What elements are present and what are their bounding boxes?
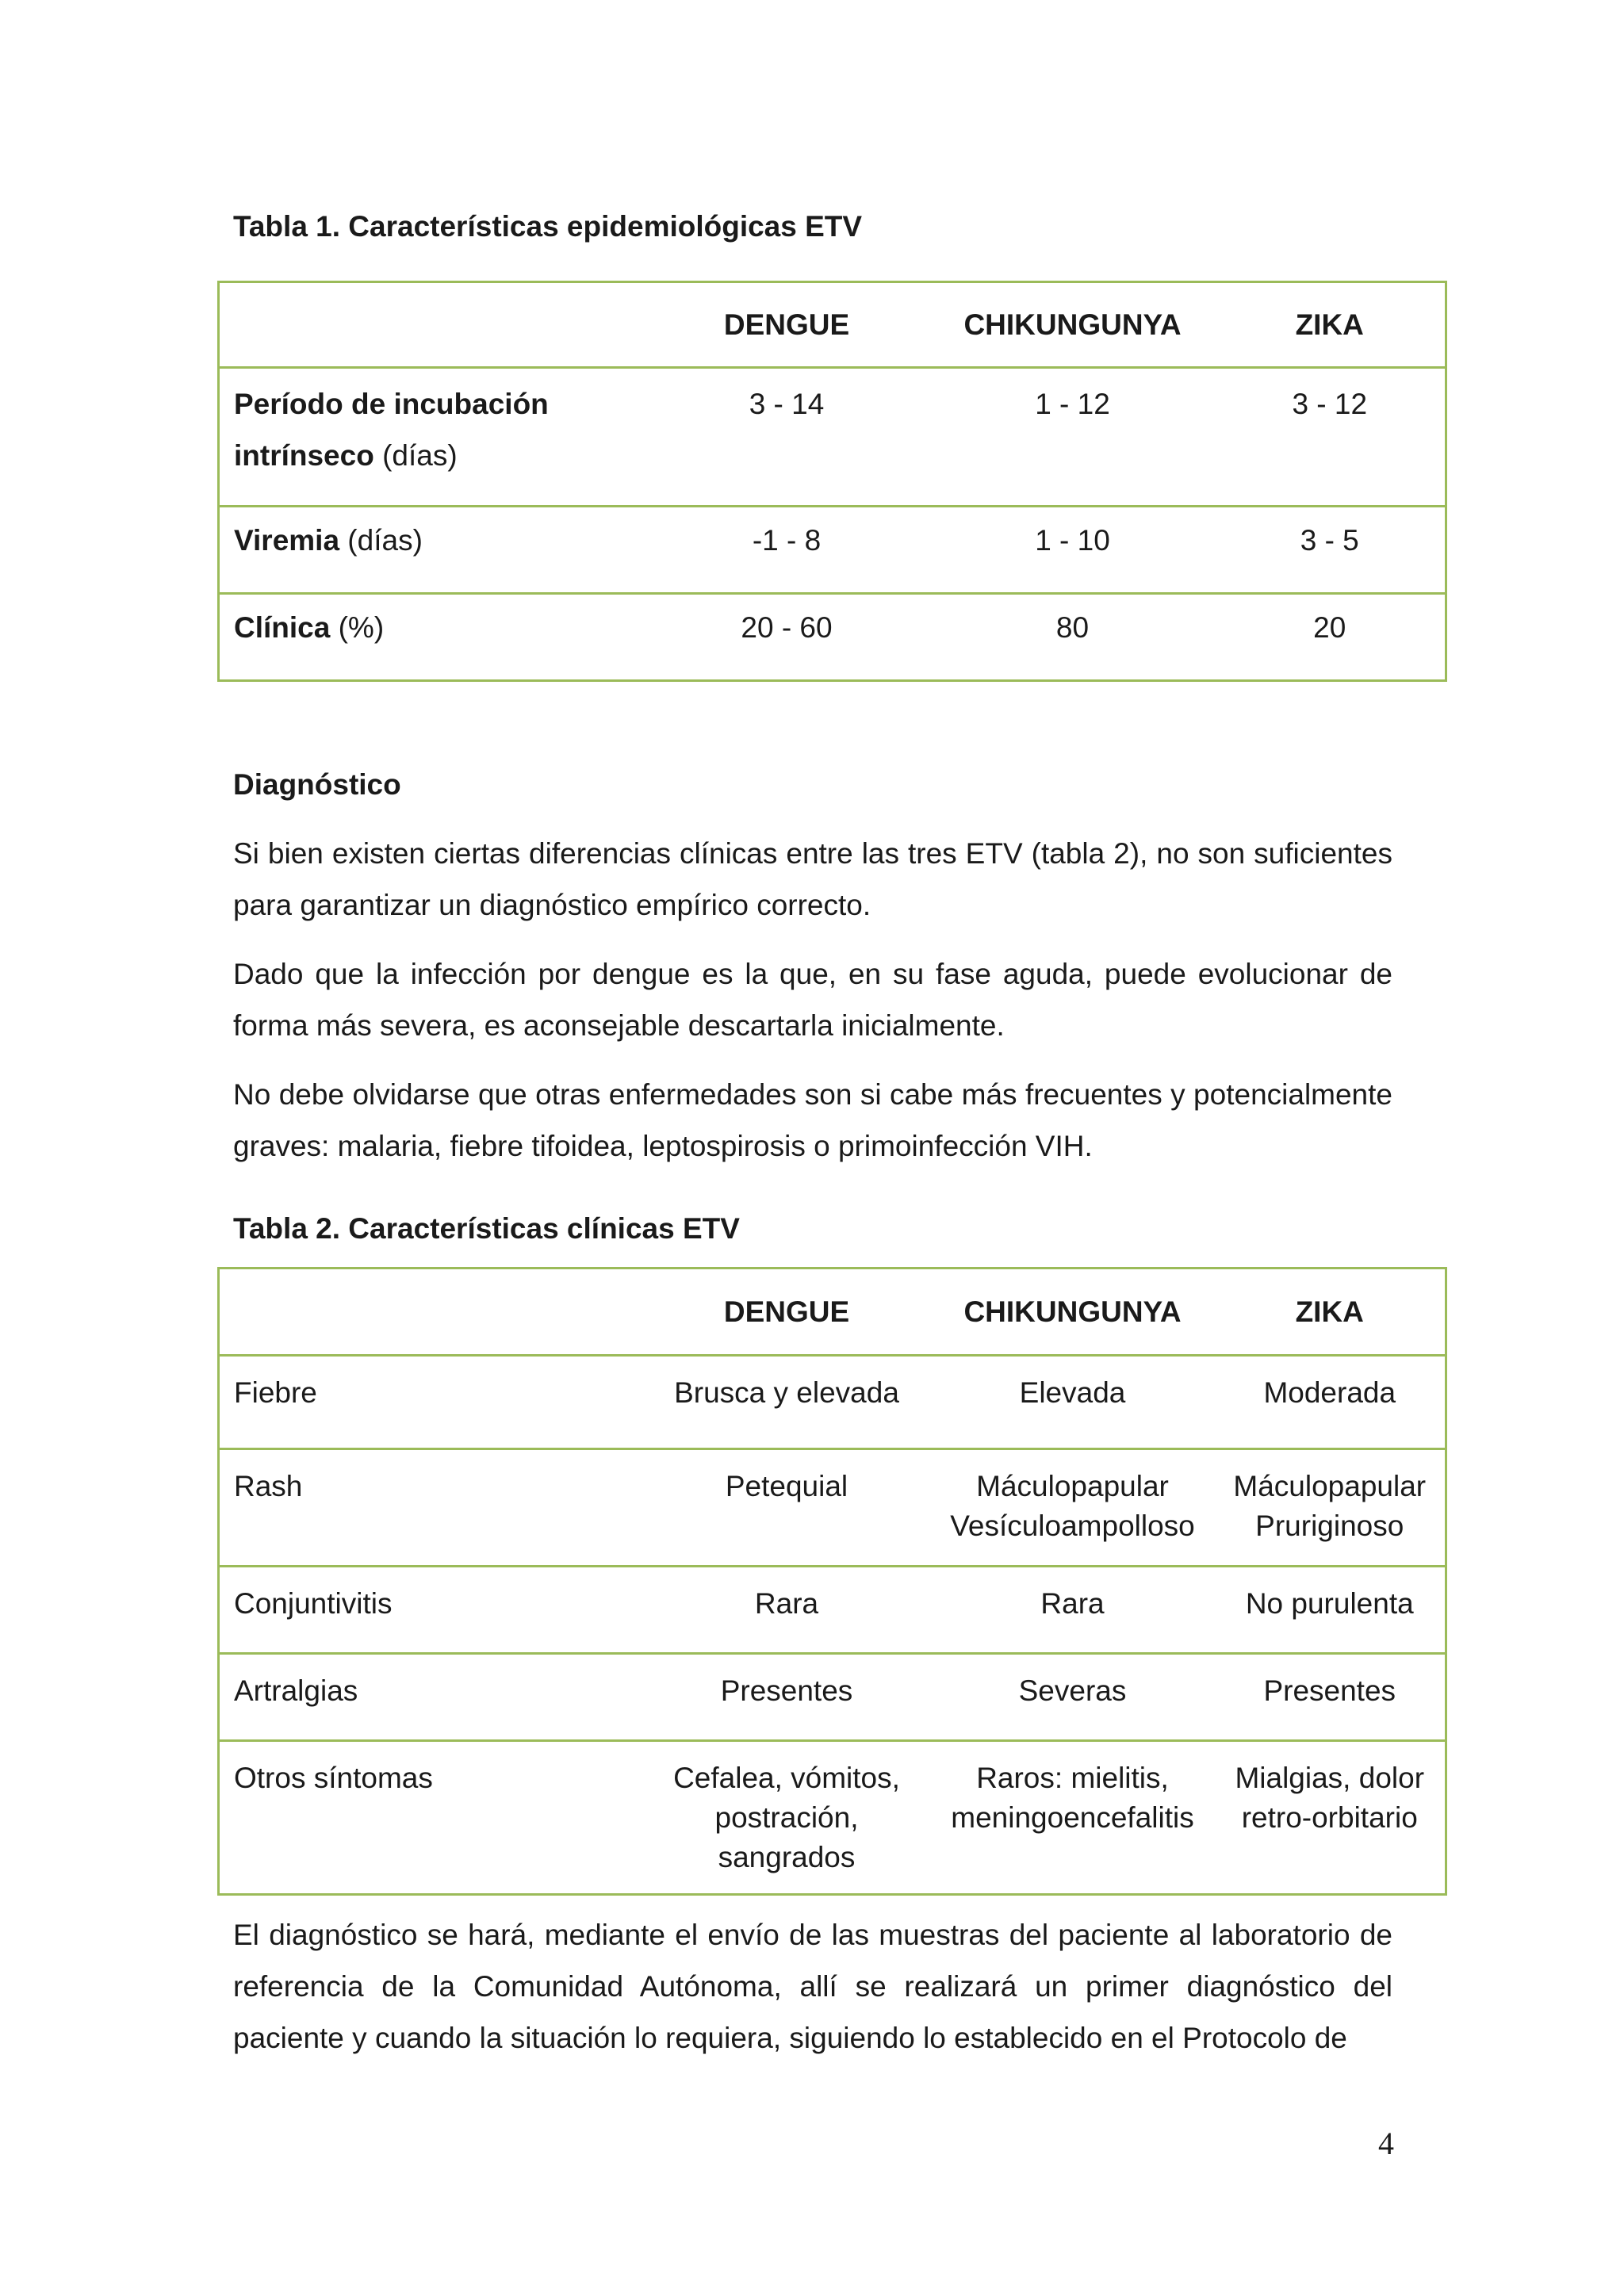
table-cell xyxy=(643,1567,931,1654)
row-label-bold: Viremia xyxy=(234,524,340,557)
table2-caption: Tabla 2. Características clínicas ETV xyxy=(233,1212,740,1245)
table-cell xyxy=(1215,1449,1446,1567)
row-label xyxy=(219,594,643,681)
cell-line: Rara xyxy=(1040,1587,1105,1620)
table-cell xyxy=(1215,1741,1446,1895)
table-row xyxy=(219,1449,1446,1567)
table-row xyxy=(219,368,1446,507)
table-cell xyxy=(643,1741,931,1895)
table-cell: 1 - 10 xyxy=(931,507,1215,594)
column-header-dengue: DENGUE xyxy=(643,1269,931,1356)
row-label-bold: Período de incubación intrínseco xyxy=(234,388,549,472)
cell-line: No purulenta xyxy=(1245,1587,1414,1620)
table-cell: 3 - 12 xyxy=(1215,368,1446,507)
table-cell: 80 xyxy=(931,594,1215,681)
cell-line: sangrados xyxy=(718,1841,856,1873)
cell-line: Severas xyxy=(1018,1674,1127,1707)
column-header-chikungunya: CHIKUNGUNYA xyxy=(931,282,1215,368)
cell-line: Presentes xyxy=(1263,1674,1396,1707)
cell-line: postración, xyxy=(714,1801,859,1834)
table1-caption: Tabla 1. Características epidemiológicas ETV xyxy=(233,210,863,243)
cell-line: retro-orbitario xyxy=(1241,1801,1418,1834)
cell-line: Moderada xyxy=(1263,1376,1396,1409)
paragraph: No debe olvidarse que otras enfermedades son si cabe más frecuentes y potencialmente graves: malaria, fiebre tifoidea, leptospirosis o primoinfección VIH. xyxy=(233,1078,1392,1162)
row-label-unit: (días) xyxy=(373,439,458,472)
cell-line: Elevada xyxy=(1019,1376,1126,1409)
table-cell xyxy=(1215,1356,1446,1449)
cell-line: Pruriginoso xyxy=(1255,1510,1404,1542)
table-cell xyxy=(1215,1567,1446,1654)
table-cell xyxy=(931,1356,1215,1449)
table-header-row xyxy=(219,1269,1446,1356)
cell-line: Máculopapular xyxy=(1233,1470,1427,1502)
table-cell: 3 - 5 xyxy=(1215,507,1446,594)
cell-line: Máculopapular xyxy=(976,1470,1169,1502)
row-label-bold: Clínica xyxy=(234,611,331,644)
clinical-table xyxy=(217,1267,1447,1896)
table-header-row xyxy=(219,282,1446,368)
page-number: 4 xyxy=(1378,2126,1394,2161)
table-cell: 3 - 14 xyxy=(643,368,931,507)
cell-line: Raros: mielitis, xyxy=(976,1762,1169,1794)
cell-line: Presentes xyxy=(720,1674,853,1707)
table-cell xyxy=(643,1654,931,1741)
table-cell xyxy=(643,1356,931,1449)
column-header-chikungunya: CHIKUNGUNYA xyxy=(931,1269,1215,1356)
row-label: Artralgias xyxy=(219,1654,643,1741)
paragraph: Si bien existen ciertas diferencias clínicas entre las tres ETV (tabla 2), no son suficientes para garantizar un diagnóstico empírico correcto. xyxy=(233,837,1392,921)
table-cell: 20 xyxy=(1215,594,1446,681)
row-label: Conjuntivitis xyxy=(219,1567,643,1654)
column-header-dengue: DENGUE xyxy=(643,282,931,368)
cell-line: meningoencefalitis xyxy=(951,1801,1194,1834)
row-label: Otros síntomas xyxy=(219,1741,643,1895)
column-header-zika: ZIKA xyxy=(1215,1269,1446,1356)
cell-line: Mialgias, dolor xyxy=(1235,1762,1425,1794)
table-row xyxy=(219,507,1446,594)
table-cell xyxy=(643,1449,931,1567)
cell-line: Rara xyxy=(754,1587,819,1620)
table-cell: 1 - 12 xyxy=(931,368,1215,507)
table-row xyxy=(219,1654,1446,1741)
cell-line: Brusca y elevada xyxy=(674,1376,899,1409)
table-row xyxy=(219,594,1446,681)
table-row xyxy=(219,1356,1446,1449)
table-cell xyxy=(1215,1654,1446,1741)
cell-line: Vesículoampolloso xyxy=(950,1510,1195,1542)
row-label xyxy=(219,368,643,507)
column-header-zika: ZIKA xyxy=(1215,282,1446,368)
column-header-empty xyxy=(219,282,643,368)
cell-line: Cefalea, vómitos, xyxy=(673,1762,900,1794)
column-header-empty xyxy=(219,1269,643,1356)
table-cell xyxy=(931,1654,1215,1741)
table-cell xyxy=(931,1567,1215,1654)
table-cell xyxy=(931,1449,1215,1567)
row-label: Fiebre xyxy=(219,1356,643,1449)
table-cell: -1 - 8 xyxy=(643,507,931,594)
row-label xyxy=(219,507,643,594)
cell-line: Petequial xyxy=(725,1470,848,1502)
epidemiological-table xyxy=(217,281,1447,682)
table-cell xyxy=(931,1741,1215,1895)
table-row xyxy=(219,1741,1446,1895)
closing-paragraph: El diagnóstico se hará, mediante el envío de las muestras del paciente al laboratorio de referencia de la Comunidad Autónoma, allí se realizará un primer diagnóstico del paciente y cuando la situación lo requiera, siguiendo lo establecido en el Protocolo de xyxy=(233,1919,1392,2054)
table-cell: 20 - 60 xyxy=(643,594,931,681)
row-label: Rash xyxy=(219,1449,643,1567)
paragraph: Dado que la infección por dengue es la que, en su fase aguda, puede evolucionar de forma más severa, es aconsejable descartarla inicialmente. xyxy=(233,958,1392,1042)
row-label-unit: (%) xyxy=(330,611,385,644)
table-row xyxy=(219,1567,1446,1654)
section-heading: Diagnóstico xyxy=(233,768,401,801)
row-label-unit: (días) xyxy=(339,524,423,557)
